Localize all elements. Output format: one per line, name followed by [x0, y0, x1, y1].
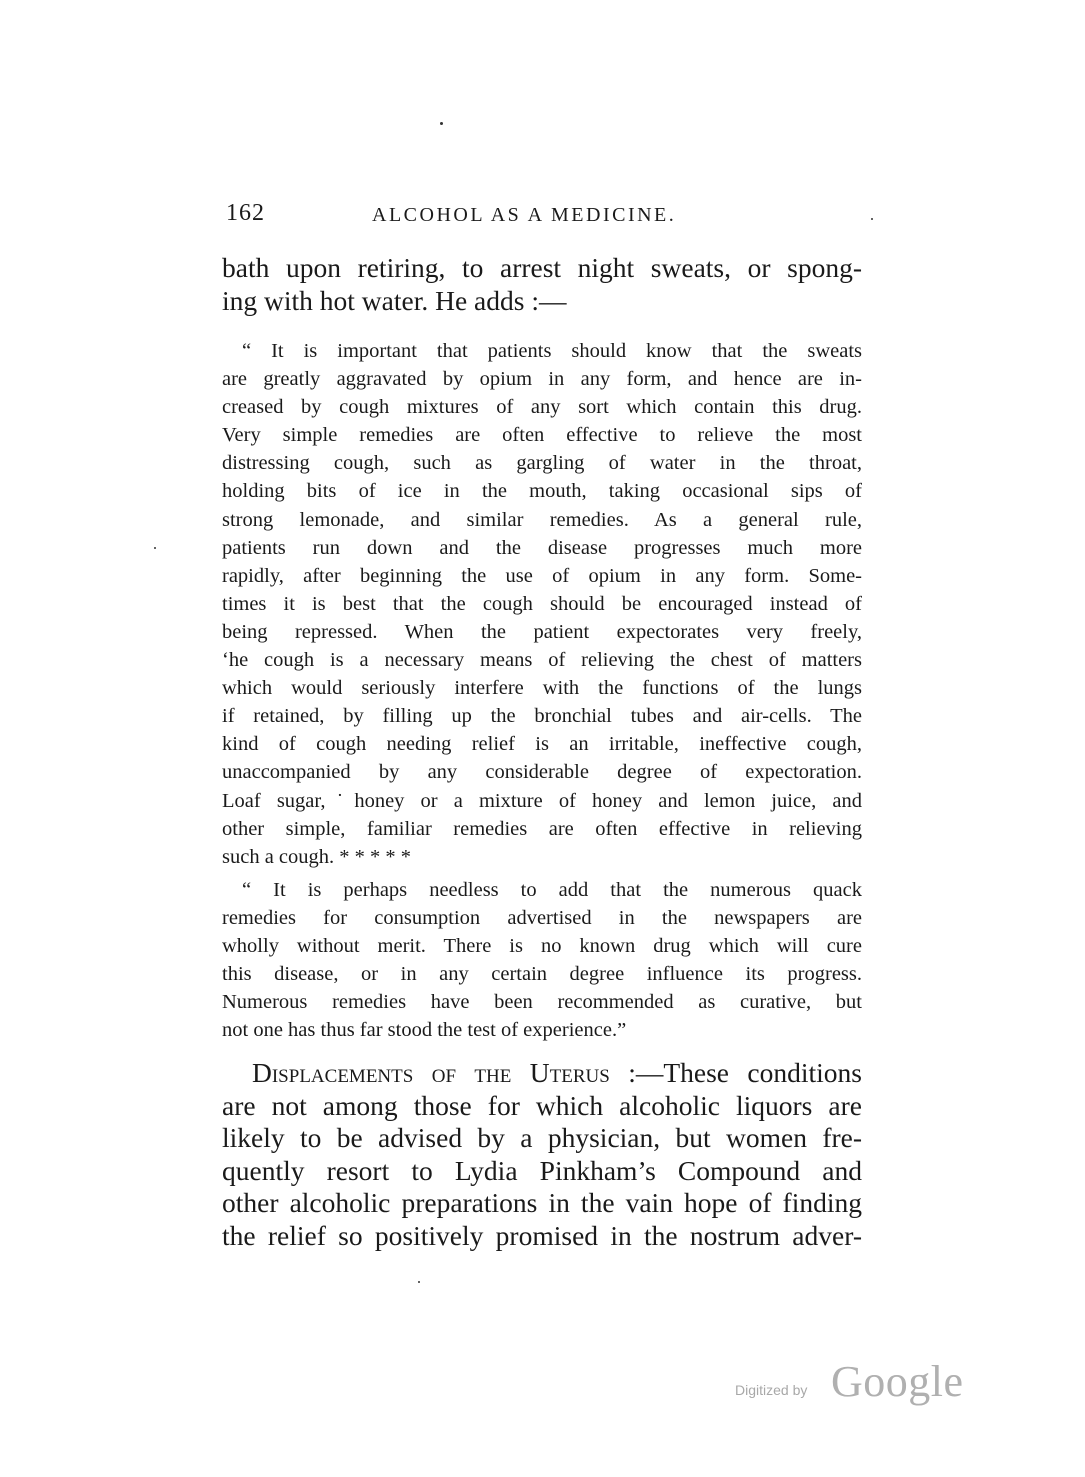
quote-2-line: Numerous remedies have been recommended as curative, but: [222, 991, 862, 1014]
quote-2-line: “ It is perhaps needless to add that the numerous quack: [242, 879, 862, 901]
quote-1-line: patients run down and the disease progresses much more: [222, 536, 862, 559]
section-paragraph-line: quently resort to Lydia Pinkham’s Compound and: [222, 1154, 862, 1186]
page-number: 162: [226, 200, 265, 226]
google-logo: Google: [831, 1357, 964, 1406]
quote-1-line: if retained, by filling up the bronchial tubes and air-cells. The: [222, 705, 862, 728]
digitized-by-google-watermark: [735, 1356, 975, 1416]
quote-1-line: are greatly aggravated by opium in any form, and hence are in-: [222, 368, 862, 391]
quote-1-line: rapidly, after beginning the use of opium in any form. Some-: [222, 564, 862, 587]
running-title: ALCOHOL AS A MEDICINE.: [372, 204, 677, 226]
quote-1-line: “ It is important that patients should know that the sweats: [242, 340, 862, 362]
scan-speck-margin: [154, 547, 156, 549]
opening-paragraph: [222, 252, 862, 317]
scan-speck-header: [871, 218, 873, 220]
quote-2-line: not one has thus far stood the test of experience.”: [222, 1019, 627, 1042]
opening-paragraph-line: bath upon retiring, to arrest night sweats, or spong-: [222, 252, 862, 283]
section-paragraph-line: likely to be advised by a physician, but women fre-: [222, 1122, 862, 1153]
scan-speck-top: [440, 122, 443, 125]
scan-speck-bottom: [418, 1281, 420, 1283]
quote-1-line: other simple, familiar remedies are often effective in relieving: [222, 817, 862, 840]
quote-2-line: remedies for consumption advertised in the newspapers are: [222, 907, 862, 930]
section-paragraph-line: the relief so positively promised in the nostrum adver-: [222, 1219, 862, 1251]
quote-1-line: holding bits of ice in the mouth, taking occasional sips of: [222, 480, 862, 503]
quote-1-line: ʻhe cough is a necessary means of relieving the chest of matters: [222, 649, 862, 672]
section-heading: Displacements of the Uterus: [252, 1057, 610, 1088]
quote-2-line: this disease, or in any certain degree influence its progress.: [222, 963, 862, 986]
quote-1-line: which would seriously interfere with the functions of the lungs: [222, 677, 862, 700]
quote-1-line: creased by cough mixtures of any sort which contain this drug.: [222, 396, 862, 419]
opening-paragraph-line: ing with hot water. He adds :—: [222, 284, 567, 316]
quote-1-line: being repressed. When the patient expectorates very freely,: [222, 620, 862, 643]
quote-1-line: times it is best that the cough should be encouraged instead of: [222, 592, 862, 615]
section-paragraph-line: are not among those for which alcoholic liquors are: [222, 1089, 862, 1121]
section-first-line-rest: These conditions: [663, 1057, 862, 1088]
quote-1-line: unaccompanied by any considerable degree of expectoration.: [222, 761, 862, 784]
quote-1-line: distressing cough, such as gargling of water in the throat,: [222, 452, 862, 475]
watermark-prefix: Digitized by: [735, 1382, 808, 1398]
quote-2-line: wholly without merit. There is no known drug which will cure: [222, 935, 862, 958]
section-paragraph: [222, 1057, 862, 1252]
section-paragraph-line: other alcoholic preparations in the vain hope of finding: [222, 1187, 862, 1218]
page-header: [226, 200, 866, 230]
quote-1-line: strong lemonade, and similar remedies. As a general rule,: [222, 508, 862, 531]
quote-1-line: such a cough. * * * * *: [222, 845, 412, 868]
section-first-line: [222, 1057, 862, 1090]
quote-block-1: [222, 337, 862, 871]
quote-1-line: Very simple remedies are often effective to relieve the most: [222, 424, 862, 447]
section-heading-punct: :—: [609, 1057, 664, 1088]
quote-1-line: Loaf sugar,˙honey or a mixture of honey and lemon juice, and: [222, 789, 862, 812]
quote-1-line: kind of cough needing relief is an irritable, ineffective cough,: [222, 733, 862, 756]
quote-block-2: [222, 876, 862, 1045]
